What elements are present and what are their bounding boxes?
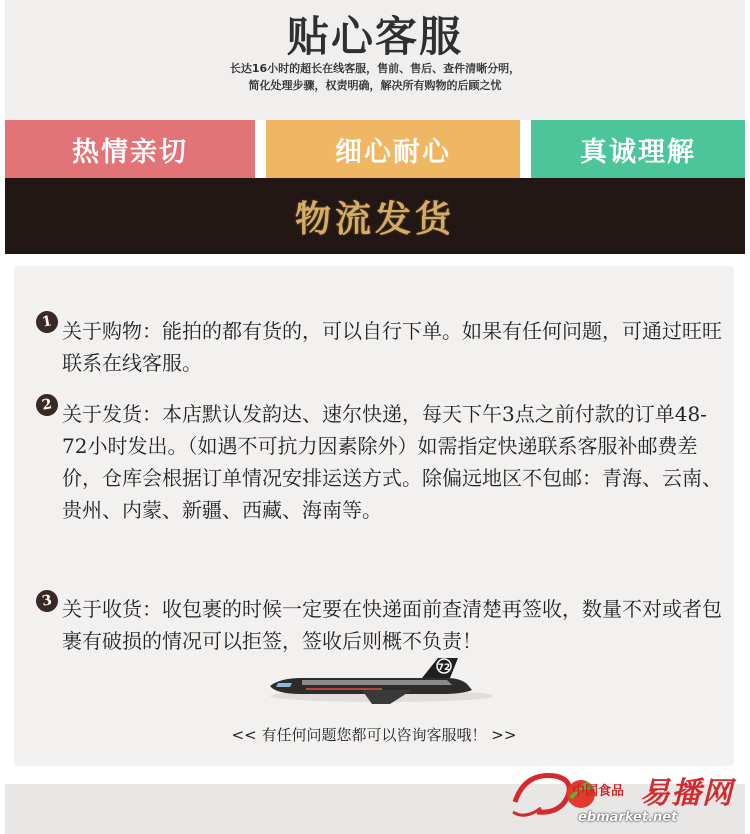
number-three-icon: 3 [34, 588, 59, 613]
pill-patient: 细心耐心 [266, 120, 520, 178]
logistics-title: 物流发货 [294, 198, 455, 240]
footer-note: << 有任何问题您都可以咨询客服哦！ >> [231, 726, 517, 744]
header-description-line1: 长达16小时的超长在线客服，售前、售后、查件清晰分明， [229, 62, 521, 75]
header-section [5, 0, 745, 120]
pill-warm: 热情亲切 [5, 120, 255, 178]
airplane-icon [262, 656, 492, 716]
number-two-icon: 2 [34, 392, 59, 417]
watermark-cn-label: 中国食品 [572, 784, 625, 799]
header-title: 贴心客服 [286, 12, 463, 61]
watermark-url: ebmarket.net [578, 810, 678, 825]
number-one-icon: 1 [34, 309, 59, 334]
info-item-receiving: 关于收货：收包裹的时候一定要在快递面前查清楚再签收，数量不对或者包裹有破损的情况可以拒签，签收后则概不负责！ [62, 597, 722, 653]
pill-sincere: 真诚理解 [531, 120, 745, 178]
info-item-shipping: 关于发货：本店默认发韵达、速尔快递，每天下午3点之前付款的订单48-72小时发出。（如遇不可抗力因素除外）如需指定快递联系客服补邮费差价，仓库会根据订单情况安排运送方式。除偏远地区不包邮：青海、云南、贵州、内蒙、新疆、西藏、海南等。 [62, 402, 722, 522]
header-description-line2: 简化处理步骤，权责明确，解决所有购物的后顾之忧 [248, 79, 502, 92]
plane-tail-label: 72 [437, 663, 451, 673]
logistics-banner [5, 178, 745, 254]
info-item-shopping: 关于购物：能拍的都有货的，可以自行下单。如果有任何问题，可通过旺旺联系在线客服。 [62, 319, 722, 375]
watermark-brand: 易播网 [640, 776, 733, 811]
